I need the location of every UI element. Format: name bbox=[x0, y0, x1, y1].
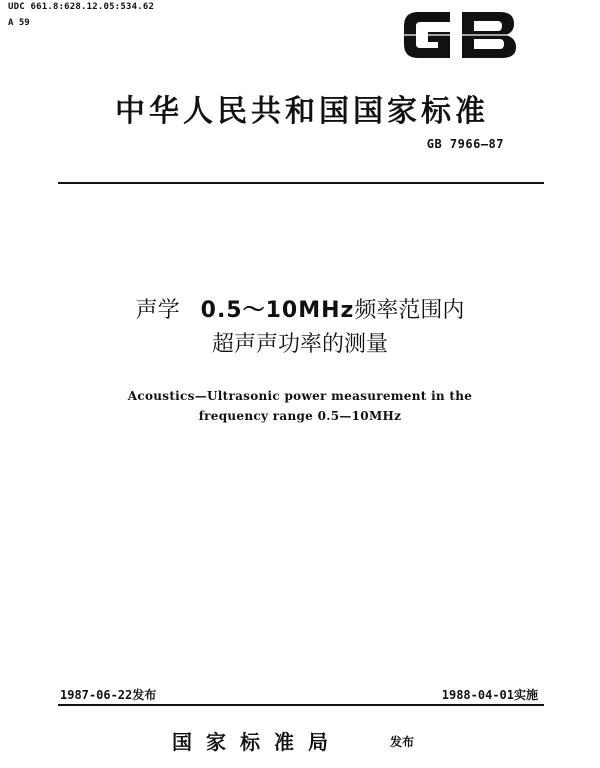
frequency-range: 0.5～10MHz bbox=[200, 298, 355, 323]
chinese-title-line-1-suffix: 频率范围内 bbox=[354, 298, 465, 323]
national-standard-title: 中华人民共和国国家标准 bbox=[115, 94, 489, 129]
publisher-name: 国家标准局 bbox=[172, 730, 342, 754]
chinese-title bbox=[60, 294, 540, 362]
implementation-date: 1988-04-01实施 bbox=[441, 688, 538, 702]
english-title-line-1: Acoustics—Ultrasonic power measurement in the bbox=[127, 389, 473, 403]
top-divider bbox=[58, 182, 544, 184]
publish-label: 发布 bbox=[390, 735, 415, 749]
classification-code: A 59 bbox=[8, 18, 30, 28]
chinese-title-line-2: 超声声功率的测量 bbox=[211, 332, 388, 357]
chinese-title-prefix: 声学 bbox=[135, 298, 180, 323]
issue-date: 1987-06-22发布 bbox=[60, 688, 157, 702]
bottom-divider bbox=[58, 704, 544, 706]
standard-number: GB 7966—87 bbox=[426, 137, 504, 151]
gb-logo-icon bbox=[400, 4, 520, 66]
english-title bbox=[60, 386, 540, 426]
udc-code: UDC 661.8:628.12.05:534.62 bbox=[8, 2, 155, 12]
chinese-title-line-1 bbox=[60, 294, 540, 328]
english-title-line-2: frequency range 0.5—10MHz bbox=[198, 409, 402, 423]
